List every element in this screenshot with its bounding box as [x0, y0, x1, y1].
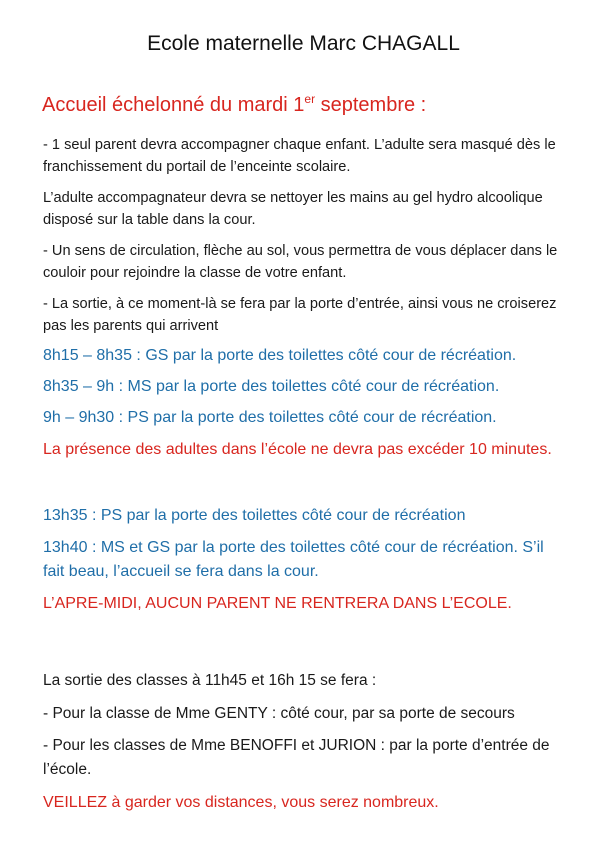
afternoon-warning: L’APRE-MIDI, AUCUN PARENT NE RENTRERA DANS L’ECOLE.	[43, 595, 512, 612]
rule-line: - Un sens de circulation, flèche au sol, vous permettra de vous déplacer dans le	[43, 243, 558, 259]
heading-superscript: er	[304, 92, 316, 106]
rule-line: couloir pour rejoindre la classe de votre enfant.	[43, 265, 347, 281]
rule-line: pas les parents qui arrivent	[43, 318, 219, 334]
schedule-ps: 9h – 9h30 : PS par la porte des toilettes côté cour de récréation.	[43, 409, 497, 426]
exit-others-cont: l’école.	[43, 761, 92, 778]
exit-intro: La sortie des classes à 11h45 et 16h 15 se fera :	[43, 672, 377, 689]
exit-warning: VEILLEZ à garder vos distances, vous serez nombreux.	[43, 794, 439, 811]
schedule-afternoon-ms-gs: 13h40 : MS et GS par la porte des toilettes côté cour de récréation. S’il	[43, 539, 544, 556]
schedule-afternoon-ms-gs-cont: fait beau, l’accueil se fera dans la cour.	[43, 563, 319, 580]
rule-line: disposé sur la table dans la cour.	[43, 212, 256, 228]
schedule-ms: 8h35 – 9h : MS par la porte des toilettes côté cour de récréation.	[43, 378, 500, 395]
heading-text-end: septembre :	[315, 94, 427, 116]
schedule-gs: 8h15 – 8h35 : GS par la porte des toilettes côté cour de récréation.	[43, 347, 517, 364]
rule-line: - 1 seul parent devra accompagner chaque enfant. L’adulte sera masqué dès le	[43, 137, 556, 153]
rule-line: - La sortie, à ce moment-là se fera par la porte d’entrée, ainsi vous ne croiserez	[43, 296, 557, 312]
rule-line: L’adulte accompagnateur devra se nettoyer les mains au gel hydro alcoolique	[43, 190, 543, 206]
section-heading	[42, 94, 426, 117]
exit-others: - Pour les classes de Mme BENOFFI et JURION : par la porte d’entrée de	[43, 737, 550, 754]
morning-warning: La présence des adultes dans l’école ne devra pas excéder 10 minutes.	[43, 441, 552, 458]
school-title: Ecole maternelle Marc CHAGALL	[147, 32, 460, 55]
schedule-afternoon-ps: 13h35 : PS par la porte des toilettes côté cour de récréation	[43, 507, 466, 524]
heading-text: Accueil échelonné du mardi 1	[42, 94, 305, 116]
exit-genty: - Pour la classe de Mme GENTY : côté cour, par sa porte de secours	[43, 705, 515, 722]
rule-line: franchissement du portail de l’enceinte scolaire.	[43, 159, 351, 175]
